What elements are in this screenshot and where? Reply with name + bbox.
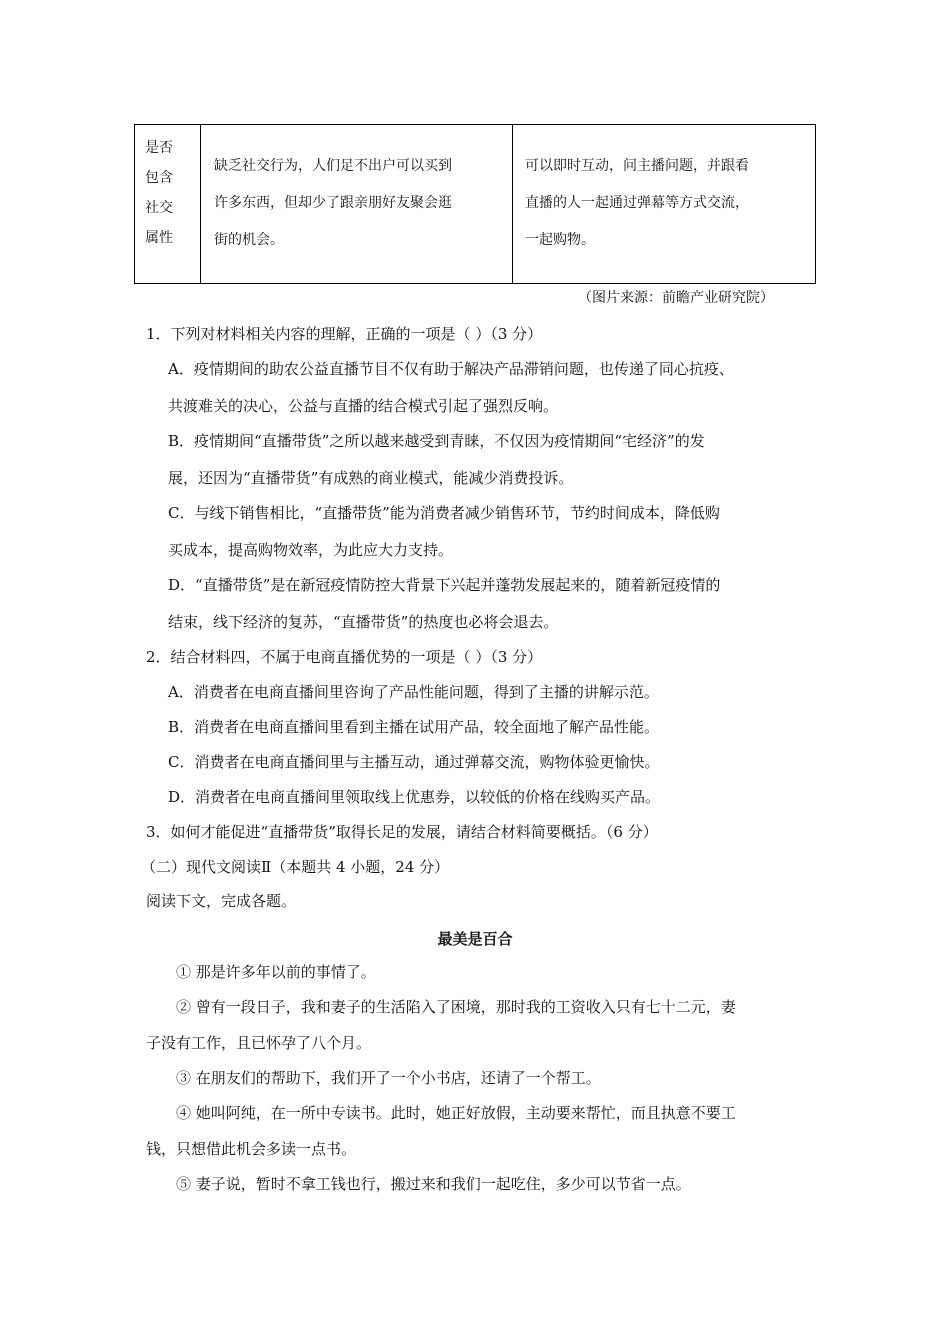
article-paragraph-4: ④ 她叫阿纯，在一所中专读书。此时，她正好放假，主动要来帮忙，而且执意不要工 xyxy=(176,1104,736,1122)
q1-option-b: B．疫情期间“直播带货”之所以越来越受到青睐，不仅因为疫情期间“宅经济”的发 xyxy=(168,432,705,450)
row-label-line: 属性 xyxy=(145,230,173,246)
article-paragraph-2-cont: 子没有工作，且已怀孕了八个月。 xyxy=(146,1034,372,1052)
article-title: 最美是百合 xyxy=(437,930,513,948)
cell-line: 许多东西，但却少了跟亲朋好友聚会逛 xyxy=(214,195,452,211)
q1-option-a-cont: 共渡难关的决心，公益与直播的结合模式引起了强烈反响。 xyxy=(168,397,559,415)
question-3: 3．如何才能促进“直播带货”取得长足的发展，请结合材料简要概括。（6 分） xyxy=(146,823,658,841)
q1-option-d-cont: 结束，线下经济的复苏，“直播带货”的热度也必将会退去。 xyxy=(168,613,559,631)
cell-line: 可以即时互动，问主播问题，并跟看 xyxy=(525,158,749,174)
article-paragraph-2: ② 曾有一段日子，我和妻子的生活陷入了困境，那时我的工资收入只有七十二元，妻 xyxy=(176,998,736,1016)
table-cell-livestream xyxy=(513,125,815,283)
article-paragraph-1: ① 那是许多年以前的事情了。 xyxy=(176,963,376,981)
row-label-line: 是否 xyxy=(145,140,173,156)
image-source-note: （图片来源：前瞻产业研究院） xyxy=(578,290,774,306)
q1-option-d: D．“直播带货”是在新冠疫情防控大背景下兴起并蓬勃发展起来的，随着新冠疫情的 xyxy=(168,576,721,594)
q2-option-a: A．消费者在电商直播间里咨询了产品性能问题，得到了主播的讲解示范。 xyxy=(168,683,659,701)
section-heading: （二）现代文阅读Ⅱ（本题共 4 小题，24 分） xyxy=(141,858,450,876)
comparison-table-fragment xyxy=(134,124,816,284)
cell-line: 直播的人一起通过弹幕等方式交流， xyxy=(525,195,749,211)
q2-option-b: B．消费者在电商直播间里看到主播在试用产品，较全面地了解产品性能。 xyxy=(168,718,660,736)
cell-line: 街的机会。 xyxy=(214,232,284,248)
row-label-line: 社交 xyxy=(145,200,173,216)
article-paragraph-4-cont: 钱，只想借此机会多读一点书。 xyxy=(146,1140,357,1158)
question-2-stem: 2．结合材料四，不属于电商直播优势的一项是（ ）（3 分） xyxy=(146,648,543,666)
cell-line: 一起购物。 xyxy=(525,232,595,248)
table-row-label xyxy=(135,125,201,283)
q1-option-c: C．与线下销售相比，“直播带货”能为消费者减少销售环节，节约时间成本，降低购 xyxy=(168,504,720,522)
table-cell-traditional xyxy=(201,125,513,283)
q1-option-b-cont: 展，还因为“直播带货”有成熟的商业模式，能减少消费投诉。 xyxy=(168,469,574,487)
article-paragraph-5: ⑤ 妻子说，暂时不拿工钱也行，搬过来和我们一起吃住，多少可以节省一点。 xyxy=(176,1175,691,1193)
article-paragraph-3: ③ 在朋友们的帮助下，我们开了一个小书店，还请了一个帮工。 xyxy=(176,1069,601,1087)
reading-instruction: 阅读下文，完成各题。 xyxy=(146,892,297,910)
q1-option-a: A．疫情期间的助农公益直播节目不仅有助于解决产品滞销问题，也传递了同心抗疫、 xyxy=(168,360,734,378)
row-label-line: 包含 xyxy=(145,170,173,186)
question-1-stem: 1．下列对材料相关内容的理解，正确的一项是（ ）（3 分） xyxy=(146,325,543,343)
q2-option-c: C．消费者在电商直播间里与主播互动，通过弹幕交流，购物体验更愉快。 xyxy=(168,753,660,771)
q2-option-d: D．消费者在电商直播间里领取线上优惠券，以较低的价格在线购买产品。 xyxy=(168,788,661,806)
q1-option-c-cont: 买成本，提高购物效率，为此应大力支持。 xyxy=(168,541,454,559)
cell-line: 缺乏社交行为，人们足不出户可以买到 xyxy=(214,158,452,174)
